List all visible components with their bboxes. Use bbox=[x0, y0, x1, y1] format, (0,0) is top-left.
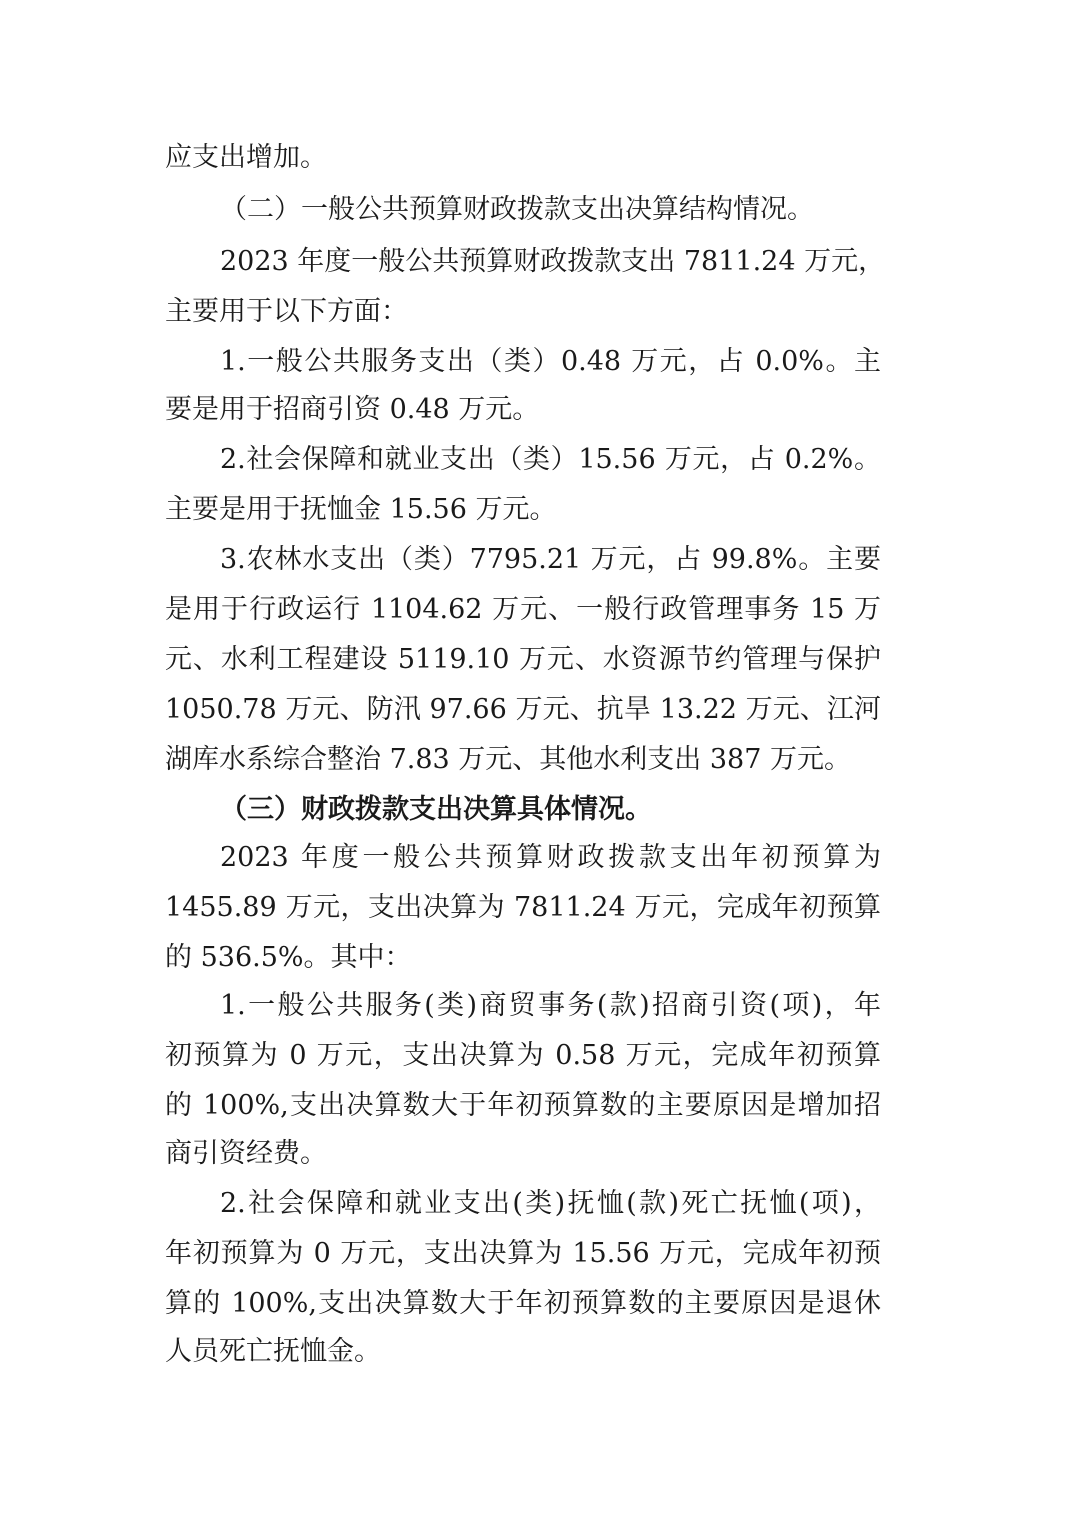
paragraph-line: 2.社会保障和就业支出(类)抚恤(款)死亡抚恤(项)， bbox=[220, 1188, 881, 1219]
section-heading-2: （二）一般公共预算财政拨款支出决算结构情况。 bbox=[220, 194, 814, 225]
paragraph-line: 主要是用于抚恤金 15.56 万元。 bbox=[165, 494, 557, 525]
paragraph-line: 1.一般公共服务(类)商贸事务(款)招商引资(项)，年 bbox=[220, 990, 881, 1021]
paragraph-line: 年初预算为 0 万元，支出决算为 15.56 万元，完成年初预 bbox=[165, 1238, 881, 1269]
paragraph-line: 2023 年度一般公共预算财政拨款支出 7811.24 万元， bbox=[220, 246, 886, 277]
paragraph-line: 主要用于以下方面： bbox=[165, 296, 408, 327]
paragraph-line: 算的 100%,支出决算数大于年初预算数的主要原因是退休 bbox=[165, 1288, 881, 1319]
paragraph-line: 应支出增加。 bbox=[165, 142, 327, 173]
paragraph-line: 是用于行政运行 1104.62 万元、一般行政管理事务 15 万 bbox=[165, 594, 881, 625]
paragraph-line: 的 536.5%。其中： bbox=[165, 942, 412, 973]
paragraph-line: 1455.89 万元，支出决算为 7811.24 万元，完成年初预算 bbox=[165, 892, 881, 923]
paragraph-line: 人员死亡抚恤金。 bbox=[165, 1336, 381, 1367]
paragraph-line: 1050.78 万元、防汛 97.66 万元、抗旱 13.22 万元、江河 bbox=[165, 694, 881, 725]
paragraph-line: 1.一般公共服务支出（类）0.48 万元，占 0.0%。主 bbox=[220, 346, 881, 377]
paragraph-line: 元、水利工程建设 5119.10 万元、水资源节约管理与保护 bbox=[165, 644, 881, 675]
paragraph-line: 2023 年度一般公共预算财政拨款支出年初预算为 bbox=[220, 842, 881, 873]
paragraph-line: 要是用于招商引资 0.48 万元。 bbox=[165, 394, 540, 425]
paragraph-line: 的 100%,支出决算数大于年初预算数的主要原因是增加招 bbox=[165, 1090, 881, 1121]
paragraph-line: 初预算为 0 万元，支出决算为 0.58 万元，完成年初预算 bbox=[165, 1040, 881, 1071]
paragraph-line: 3.农林水支出（类）7795.21 万元，占 99.8%。主要 bbox=[220, 544, 881, 575]
paragraph-line: 湖库水系综合整治 7.83 万元、其他水利支出 387 万元。 bbox=[165, 744, 851, 775]
paragraph-line: 2.社会保障和就业支出（类）15.56 万元，占 0.2%。 bbox=[220, 444, 881, 475]
section-heading-3: （三）财政拨款支出决算具体情况。 bbox=[220, 794, 652, 825]
paragraph-line: 商引资经费。 bbox=[165, 1138, 327, 1169]
